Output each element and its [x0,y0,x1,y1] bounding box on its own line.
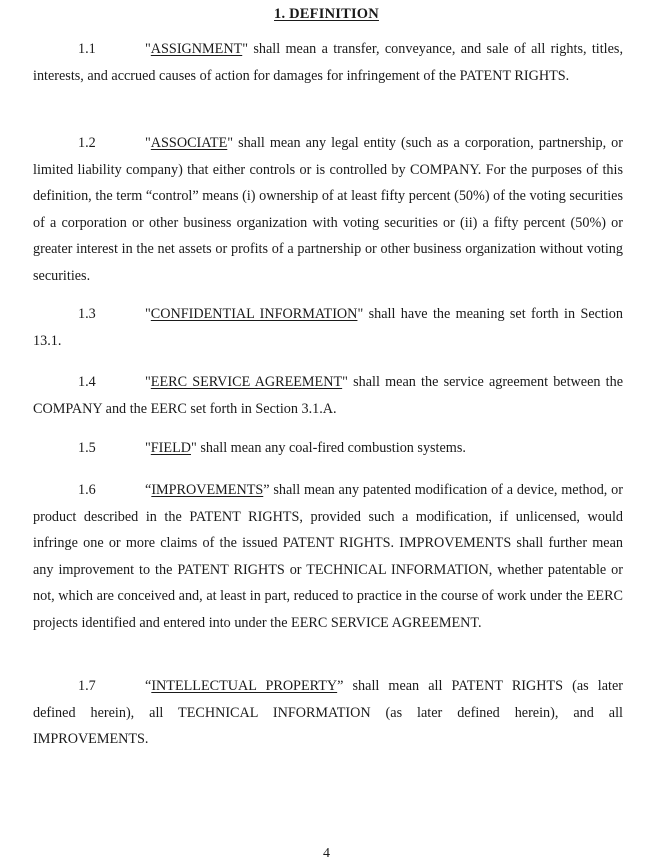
definition-improvements [33,477,623,636]
open-quote: " [145,374,151,390]
section-number: 1.6 [78,482,96,498]
close-quote: ” [337,678,344,694]
close-quote: ” [263,482,270,498]
definition-text: shall mean any patented modification of a device, method, or product described in the PATENT RIGHTS, provided such a modification, if unlicensed, would infringe one or more claims of the issued PATENT RIGHTS. IMPROVEMENTS shall further mean any improvement to the PATENT RIGHTS or TECHNICAL INFORMATION, whether patentable or not, which are conceived and, at least in part, reduced to practice in the course of work under the EERC projects identified and entered into under the EERC SERVICE AGREEMENT. [33,482,623,631]
section-heading [0,6,653,23]
close-quote: " [342,374,348,390]
open-quote: " [145,440,151,456]
definition-text: shall have the meaning set forth in Section 13.1. [33,306,623,349]
section-number: 1.7 [78,678,96,694]
close-quote: " [357,306,364,322]
open-quote: “ [145,482,152,498]
defined-term: IMPROVEMENTS [151,482,264,498]
definition-assignment [33,36,623,89]
section-number: 1.3 [78,306,96,322]
open-quote: " [145,306,151,322]
definition-text: shall mean a transfer, conveyance, and sale of all rights, titles, interests, and accrued causes of action for damages for infringement of the PATENT RIGHTS. [33,41,623,84]
defined-term: FIELD [150,440,191,456]
close-quote: " [227,135,234,151]
section-number: 1.5 [78,440,96,456]
definition-confidential-information [33,301,623,354]
section-number: 1.1 [78,41,96,57]
open-quote: “ [145,678,152,694]
page-number: 4 [323,846,330,861]
heading-text: 1. DEFINITION [274,6,379,22]
close-quote: " [242,41,249,57]
section-number: 1.2 [78,135,96,151]
defined-term: ASSIGNMENT [150,41,243,57]
defined-term: INTELLECTUAL PROPERTY [151,678,338,694]
definition-text: shall mean any legal entity (such as a corporation, partnership, or limited liability company) that either controls or is controlled by COMPANY. For the purposes of this definition, the term “control” means (i) ownership of at least fifty percent (50%) of the voting securities of a corporation or other business organization with voting securities or (ii) a fifty percent (50%) or greater interest in the net assets or profits of a partnership or other business organization without voting securities. [33,135,623,284]
definition-text: shall mean the service agreement between the COMPANY and the EERC set forth in Section 3.1.A. [33,374,624,417]
definition-text: shall mean all PATENT RIGHTS (as later defined herein), all TECHNICAL INFORMATION (as later defined herein), and all IMPROVEMENTS. [33,678,623,747]
definition-intellectual-property [33,673,623,753]
open-quote: " [145,41,151,57]
section-number: 1.4 [78,374,96,390]
defined-term: EERC SERVICE AGREEMENT [150,374,343,390]
definition-field [33,435,623,462]
definition-associate [33,130,623,289]
defined-term: CONFIDENTIAL INFORMATION [150,306,358,322]
defined-term: ASSOCIATE [150,135,228,151]
definition-eerc-service-agreement [33,369,623,422]
definition-text: shall mean any coal-fired combustion systems. [196,440,466,456]
close-quote: " [191,440,197,456]
open-quote: " [145,135,151,151]
